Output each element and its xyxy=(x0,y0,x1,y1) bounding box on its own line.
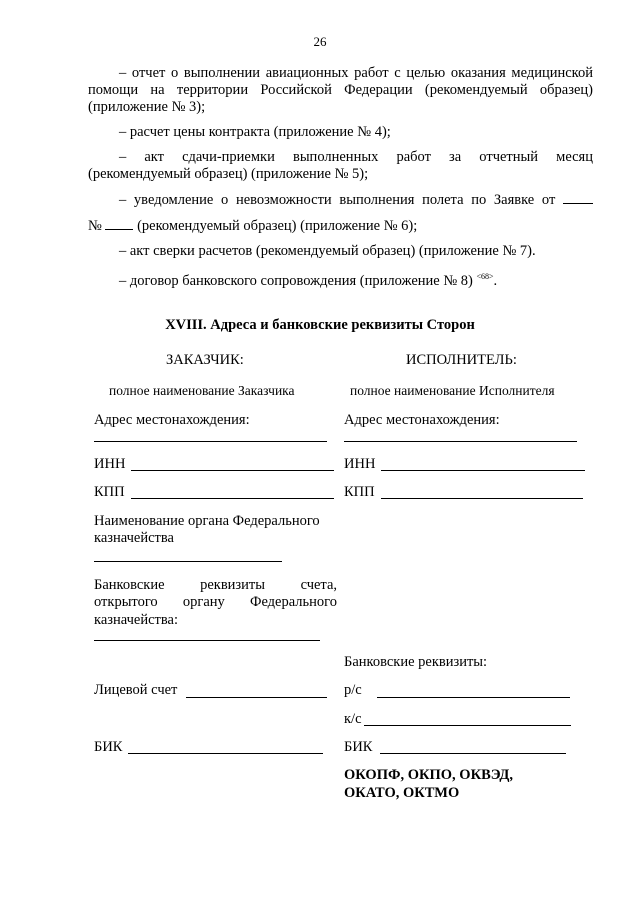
footnote-ref: <68> xyxy=(476,272,494,281)
customer-inn-line[interactable] xyxy=(131,470,334,471)
list-item: – расчет цены контракта (приложение № 4); xyxy=(119,124,391,140)
customer-full-name: полное наименование Заказчика xyxy=(109,383,295,398)
rs-label: р/с xyxy=(344,682,362,698)
contractor-kpp-line[interactable] xyxy=(381,498,583,499)
treasury-label-line1: Наименование органа Федерального xyxy=(94,513,320,529)
rs-line[interactable] xyxy=(377,697,570,698)
bank-account-label-line1: Банковские реквизиты счета, xyxy=(94,577,338,593)
customer-inn-label: ИНН xyxy=(94,456,126,472)
contractor-kpp-label: КПП xyxy=(344,484,375,500)
list-item xyxy=(88,191,593,209)
contractor-address-line[interactable] xyxy=(344,441,577,442)
number-sign: № xyxy=(88,218,102,234)
bank-account-label-line3: казначейства: xyxy=(94,612,178,628)
bank-details-label: Банковские реквизиты: xyxy=(344,654,488,670)
contract-text: – договор банковского сопровождения (приложение № 8) xyxy=(119,273,473,289)
customer-kpp-label: КПП xyxy=(94,484,125,500)
attachments-list xyxy=(88,65,593,290)
date-blank xyxy=(563,191,593,204)
contractor-address-label: Адрес местонахождения: xyxy=(344,412,500,428)
codes-line2: ОКАТО, ОКТМО xyxy=(344,785,460,801)
list-item: – акт сдачи-приемки выполненных работ за отчетный месяц (рекомендуемый образец) (приложение № 5); xyxy=(88,149,593,182)
ks-line[interactable] xyxy=(364,725,571,726)
contractor-bik-label: БИК xyxy=(344,739,373,755)
contractor-inn-label: ИНН xyxy=(344,456,376,472)
notice-text-continued: (рекомендуемый образец) (приложение № 6); xyxy=(137,218,418,234)
bank-account-label-line2: открытого органу Федерального xyxy=(94,594,338,610)
contractor-full-name: полное наименование Исполнителя xyxy=(350,383,555,398)
notice-text: – уведомление о невозможности выполнения полета по Заявке от xyxy=(119,192,556,208)
list-item: – отчет о выполнении авиационных работ с целью оказания медицинской помощи на территории Российской Федерации (рекомендуемый образец) (приложение № 3); xyxy=(88,65,593,115)
customer-bik-label: БИК xyxy=(94,739,123,755)
contractor-bik-line[interactable] xyxy=(380,753,566,754)
number-blank xyxy=(105,217,133,230)
codes-line1: ОКОПФ, ОКПО, ОКВЭД, xyxy=(344,767,513,783)
ks-label: к/с xyxy=(344,711,362,727)
customer-title: ЗАКАЗЧИК: xyxy=(166,352,244,368)
list-item xyxy=(88,268,593,290)
page-number: 26 xyxy=(313,34,327,49)
list-item xyxy=(88,217,593,235)
period: . xyxy=(493,273,498,289)
treasury-label-line2: казначейства xyxy=(94,530,174,546)
section-heading: XVIII. Адреса и банковские реквизиты Сторон xyxy=(165,317,475,333)
personal-account-line[interactable] xyxy=(186,697,327,698)
treasury-line[interactable] xyxy=(94,561,282,562)
personal-account-label: Лицевой счет xyxy=(94,682,178,698)
list-item: – акт сверки расчетов (рекомендуемый образец) (приложение № 7). xyxy=(119,243,536,259)
bank-account-line[interactable] xyxy=(94,640,320,641)
contractor-title: ИСПОЛНИТЕЛЬ: xyxy=(406,352,517,368)
customer-address-line[interactable] xyxy=(94,441,327,442)
customer-bik-line[interactable] xyxy=(128,753,323,754)
customer-kpp-line[interactable] xyxy=(131,498,334,499)
customer-address-label: Адрес местонахождения: xyxy=(94,412,250,428)
contractor-inn-line[interactable] xyxy=(381,470,585,471)
